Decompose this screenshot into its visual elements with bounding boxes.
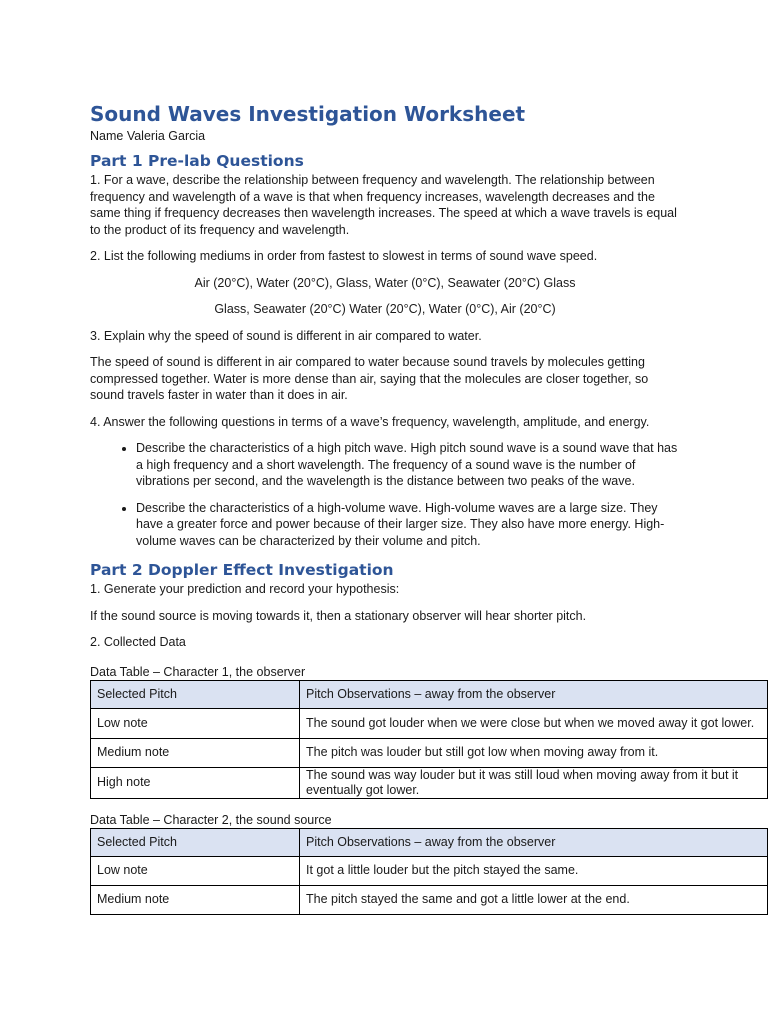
table-cell: The sound was way louder but it was still loud when moving away from it but it eventually got lower. (300, 767, 768, 798)
question-3: 3. Explain why the speed of sound is different in air compared to water. (90, 328, 482, 343)
table-header-cell: Selected Pitch (91, 828, 300, 856)
table-header-row (91, 680, 768, 708)
part2-heading: Part 2 Doppler Effect Investigation (90, 561, 394, 579)
table-cell: The pitch stayed the same and got a little lower at the end. (300, 885, 768, 914)
bullet-high-pitch: • Describe the characteristics of a high pitch wave. High pitch sound wave is a sound wave that has a high frequency and a short wavelength. The frequency of a sound wave is the number of vibrations per second, and the wavelength is the distance between two peaks of the wave. (136, 440, 680, 490)
table-header-cell: Pitch Observations – away from the observer (300, 680, 768, 708)
question-2: 2. List the following mediums in order from fastest to slowest in terms of sound wave speed. (90, 249, 598, 263)
part2-question-2: 2. Collected Data (90, 635, 186, 649)
question-3-answer: The speed of sound is different in air compared to water because sound travels by molecules getting compressed together. Water is more dense than air, saying that the molecules are closer together, so sound travels faster in water than it does in air. (90, 355, 649, 402)
table-header-cell: Pitch Observations – away from the observer (300, 828, 768, 856)
table-cell: Low note (91, 708, 300, 738)
table-cell: The sound got louder when we were close but when we moved away it got lower. (300, 708, 768, 738)
question-4: 4. Answer the following questions in terms of a wave’s frequency, wavelength, amplitude, and energy. (90, 414, 650, 429)
table-row (91, 708, 768, 738)
data-table-source (90, 828, 768, 915)
table-cell: The pitch was louder but still got low when moving away from it. (300, 738, 768, 767)
part2-question-1: 1. Generate your prediction and record your hypothesis: (90, 582, 400, 596)
bullet-list (90, 440, 680, 549)
table-row (91, 738, 768, 767)
student-name: Name Valeria Garcia (90, 129, 206, 143)
table-row (91, 885, 768, 914)
table-row (91, 856, 768, 885)
bullet-high-volume: • Describe the characteristics of a high-volume wave. High-volume waves are a large size. They have a greater force and power because of their larger size. They also have more energy. High-volume waves can be characterized by their volume and pitch. (136, 500, 680, 550)
part1-heading: Part 1 Pre-lab Questions (90, 152, 304, 170)
question-1: 1. For a wave, describe the relationship between frequency and wavelength. The relationship between frequency and wavelength of a wave is that when frequency increases, wavelength decreases and the same thing if frequency decreases then wavelength increases. The speed at which a wave travels is equal to the product of its frequency and wavelength. (90, 173, 677, 237)
document-body (90, 100, 755, 929)
table1-caption: Data Table – Character 1, the observer (90, 664, 306, 679)
table-row (91, 767, 768, 798)
table-header-row (91, 828, 768, 856)
medium-order-answer: Glass, Seawater (20°C) Water (20°C), Water (0°C), Air (20°C) (214, 302, 556, 316)
table-cell: High note (91, 767, 300, 798)
table-cell: Medium note (91, 885, 300, 914)
table-header-cell: Selected Pitch (91, 680, 300, 708)
table2-caption: Data Table – Character 2, the sound source (90, 812, 332, 827)
page-title: Sound Waves Investigation Worksheet (90, 102, 526, 126)
table-cell: Medium note (91, 738, 300, 767)
data-table-observer (90, 680, 768, 799)
hypothesis: If the sound source is moving towards it, then a stationary observer will hear shorter pitch. (90, 608, 587, 623)
table-cell: It got a little louder but the pitch stayed the same. (300, 856, 768, 885)
medium-list: Air (20°C), Water (20°C), Glass, Water (0°C), Seawater (20°C) Glass (194, 275, 576, 290)
table-cell: Low note (91, 856, 300, 885)
